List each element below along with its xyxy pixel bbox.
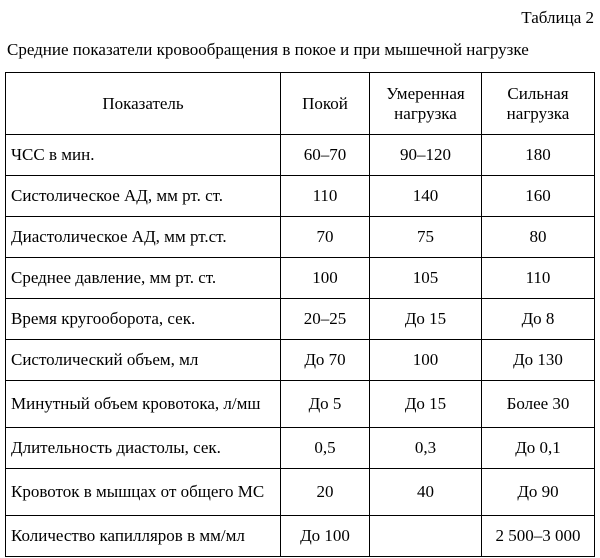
row-moderate-value: 105 [370, 258, 482, 299]
column-header-indicator: Показатель [6, 73, 281, 135]
row-moderate-value: 140 [370, 176, 482, 217]
row-rest-value: 60–70 [281, 135, 370, 176]
table-row [6, 516, 595, 557]
table-row [6, 217, 595, 258]
row-indicator: Количество капилляров в мм/мл [6, 516, 281, 557]
row-heavy-value: 160 [482, 176, 595, 217]
row-moderate-value: 100 [370, 340, 482, 381]
row-indicator: Минутный объем кровотока, л/мш [6, 381, 281, 428]
row-heavy-value: До 8 [482, 299, 595, 340]
table-row [6, 135, 595, 176]
row-heavy-value: Более 30 [482, 381, 595, 428]
row-moderate-value: 0,3 [370, 428, 482, 469]
row-rest-value: 110 [281, 176, 370, 217]
row-heavy-value: До 90 [482, 469, 595, 516]
row-moderate-value [370, 516, 482, 557]
column-header-moderate-load: Умеренная нагрузка [370, 73, 482, 135]
row-heavy-value: До 0,1 [482, 428, 595, 469]
table-caption: Средние показатели кровообращения в покое и при мышечной нагрузке [7, 40, 529, 59]
row-rest-value: До 100 [281, 516, 370, 557]
row-heavy-value: До 130 [482, 340, 595, 381]
column-header-heavy-load: Сильная нагрузка [482, 73, 595, 135]
row-heavy-value: 2 500–3 000 [482, 516, 595, 557]
table-row [6, 299, 595, 340]
row-indicator: Время кругооборота, сек. [6, 299, 281, 340]
row-rest-value: 100 [281, 258, 370, 299]
table-row [6, 258, 595, 299]
table-number-label: Таблица 2 [521, 8, 594, 27]
row-rest-value: 20–25 [281, 299, 370, 340]
table-row [6, 176, 595, 217]
row-moderate-value: До 15 [370, 299, 482, 340]
row-rest-value: 0,5 [281, 428, 370, 469]
row-rest-value: До 70 [281, 340, 370, 381]
row-indicator: Среднее давление, мм рт. ст. [6, 258, 281, 299]
row-heavy-value: 180 [482, 135, 595, 176]
row-heavy-value: 80 [482, 217, 595, 258]
table-row [6, 381, 595, 428]
row-indicator: ЧСС в мин. [6, 135, 281, 176]
row-moderate-value: До 15 [370, 381, 482, 428]
row-moderate-value: 90–120 [370, 135, 482, 176]
row-rest-value: До 5 [281, 381, 370, 428]
row-moderate-value: 75 [370, 217, 482, 258]
row-indicator: Диастолическое АД, мм рт.ст. [6, 217, 281, 258]
row-rest-value: 20 [281, 469, 370, 516]
table-row [6, 428, 595, 469]
row-heavy-value: 110 [482, 258, 595, 299]
table-row [6, 469, 595, 516]
circulation-table [5, 72, 595, 557]
row-rest-value: 70 [281, 217, 370, 258]
row-indicator: Кровоток в мышцах от общего МС [6, 469, 281, 516]
row-indicator: Систолическое АД, мм рт. ст. [6, 176, 281, 217]
table-header-row [6, 73, 595, 135]
row-indicator: Длительность диастолы, сек. [6, 428, 281, 469]
table-row [6, 340, 595, 381]
row-moderate-value: 40 [370, 469, 482, 516]
column-header-rest: Покой [281, 73, 370, 135]
row-indicator: Систолический объем, мл [6, 340, 281, 381]
